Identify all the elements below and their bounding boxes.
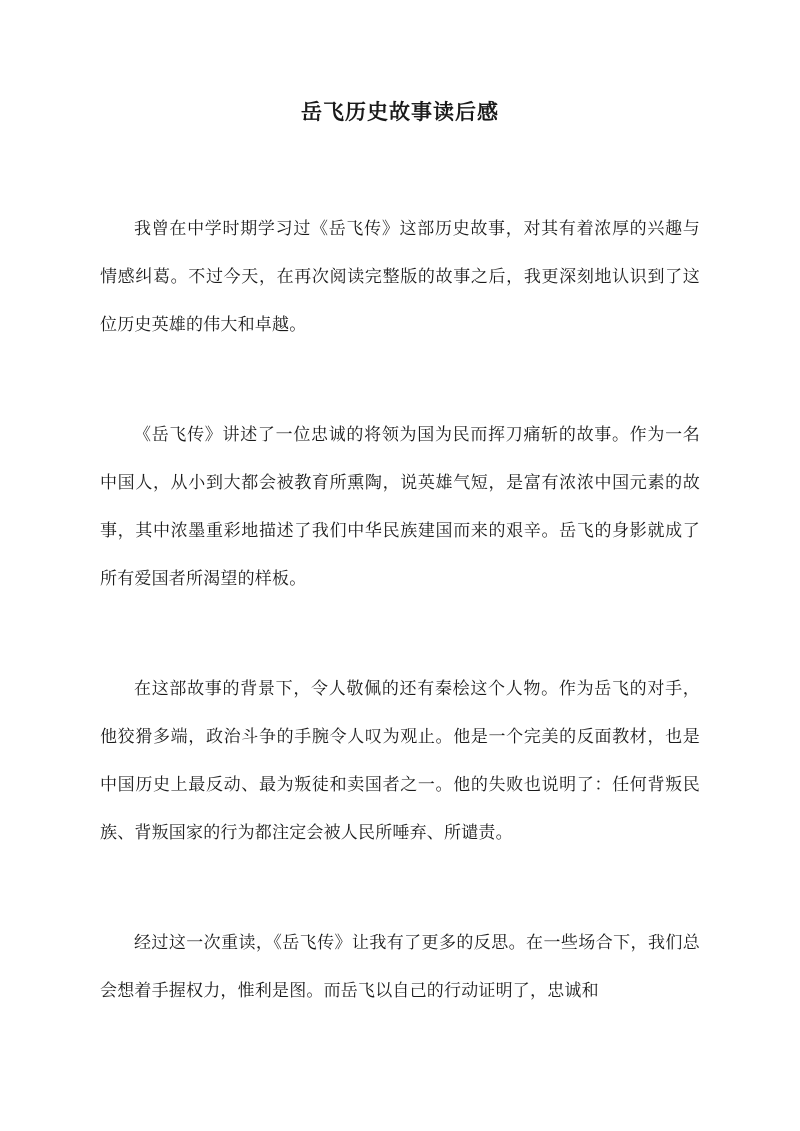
paragraph-3: 在这部故事的背景下，令人敬佩的还有秦桧这个人物。作为岳飞的对手，他狡猾多端，政治斗争的手腕令人叹为观止。他是一个完美的反面教材，也是中国历史上最反动、最为叛徒和卖国者之一。他的失败也说明了：任何背叛民族、背叛国家的行为都注定会被人民所唾弃、所谴责。 bbox=[100, 679, 700, 843]
paragraph-2: 《岳飞传》讲述了一位忠诚的将领为国为民而挥刀痛斩的故事。作为一名中国人，从小到大都会被教育所熏陶，说英雄气短，是富有浓浓中国元素的故事，其中浓墨重彩地描述了我们中华民族建国而来的艰辛。岳飞的身影就成了所有爱国者所渴望的样板。 bbox=[100, 425, 700, 589]
document-title: 岳飞历史故事读后感 bbox=[301, 99, 499, 124]
document-body bbox=[100, 205, 700, 1077]
paragraph-4: 经过这一次重读，《岳飞传》让我有了更多的反思。在一些场合下，我们总会想着手握权力，惟利是图。而岳飞以自己的行动证明了，忠诚和 bbox=[100, 933, 700, 1001]
paragraph-1: 我曾在中学时期学习过《岳飞传》这部历史故事，对其有着浓厚的兴趣与情感纠葛。不过今天，在再次阅读完整版的故事之后，我更深刻地认识到了这位历史英雄的伟大和卓越。 bbox=[100, 219, 700, 335]
